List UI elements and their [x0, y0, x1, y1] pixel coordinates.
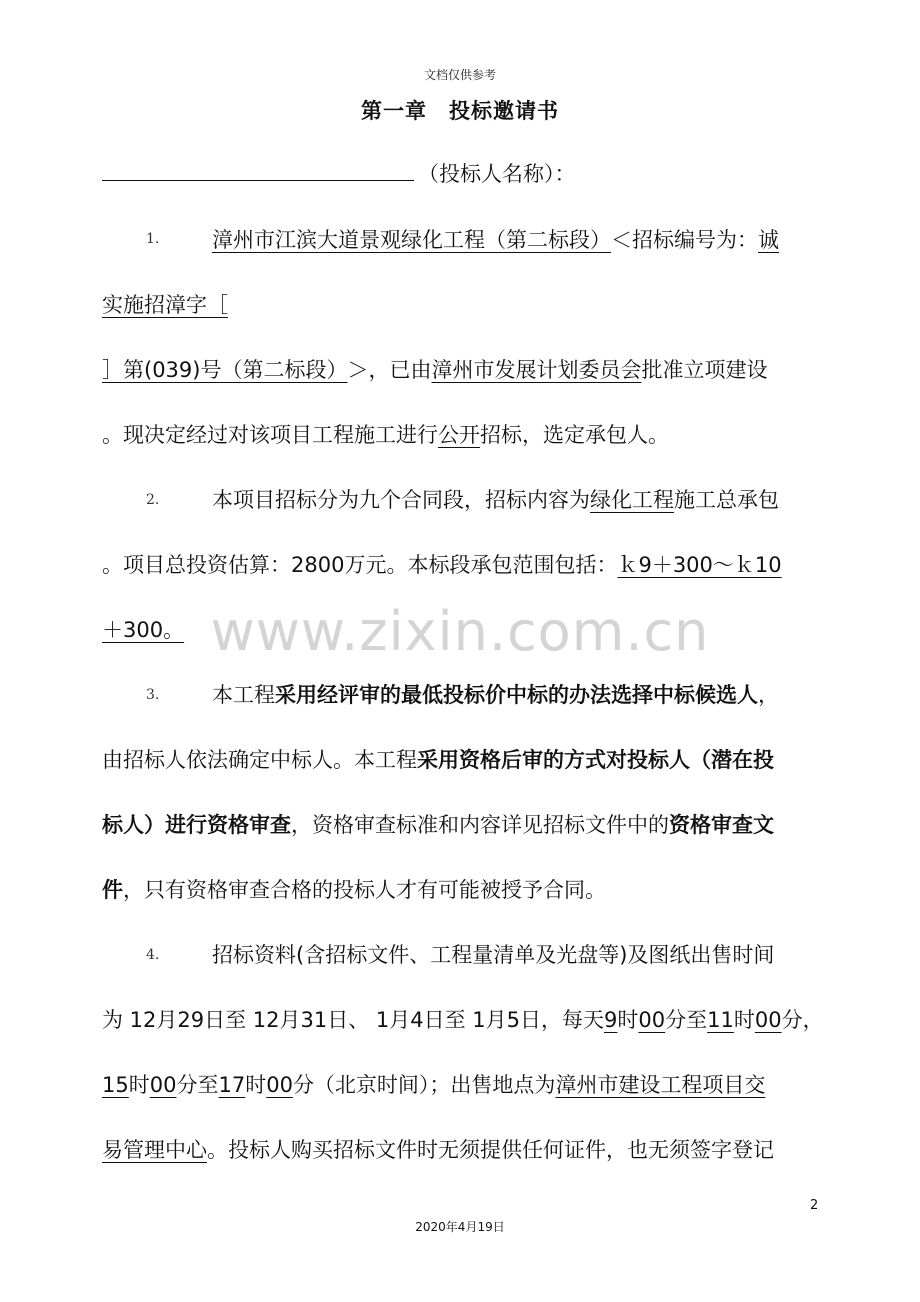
page-number: 2 — [810, 1198, 819, 1213]
p4-line-4 — [0, 1130, 920, 1170]
tender-method: 公开 — [438, 423, 480, 447]
p1-line-3 — [0, 350, 920, 390]
p2-text-1: 本项目招标分为九个合同段，招标内容为 — [212, 488, 590, 512]
p1-text-1: ＞，已由 — [347, 358, 432, 382]
sale-place-a: 漳州市建设工程项目交 — [555, 1073, 766, 1097]
addressee-line — [0, 154, 920, 194]
item-number-2: 2. — [146, 492, 160, 508]
document-header: 文档仅供参考 — [423, 68, 496, 82]
bidder-name-blank — [102, 156, 414, 181]
hour-1: 9 — [604, 1008, 618, 1032]
range-b: ＋300。 — [102, 618, 185, 642]
p3-bold-4: 资格审查文 — [669, 813, 774, 837]
p3-bold-1: 采用经评审的最低投标价中标的办法选择中标候选人 — [275, 683, 758, 707]
p3-bold-2: 采用资格后审的方式对投标人（潜在投 — [417, 748, 774, 772]
p4-sep-2: 分至 — [665, 1008, 708, 1032]
p4-sep-8: 分（北京时间）；出售地点为 — [292, 1073, 556, 1097]
chapter-title: 第一章 投标邀请书 — [361, 99, 559, 123]
p4-sep-1: 时 — [617, 1008, 639, 1032]
p2-text-2: 施工总承包 — [674, 488, 779, 512]
p4-text-1: 招标资料(含招标文件、工程量清单及光盘等)及图纸出售时间 — [212, 943, 775, 967]
p4-sep-4: 分， — [781, 1008, 824, 1032]
p3-line-4 — [0, 870, 920, 910]
hour-3: 15 — [102, 1073, 129, 1097]
minute-3: 00 — [149, 1073, 177, 1097]
addressee-suffix: （投标人名称）： — [418, 162, 576, 186]
p4-sep-3: 时 — [733, 1008, 755, 1032]
p1-code-b: 实施招漳字［ — [102, 293, 228, 317]
p3-line-1 — [0, 675, 920, 715]
watermark: www.zixin.com.cn — [210, 600, 710, 663]
p1-text-2: 批准立项建设 — [641, 358, 768, 382]
p2-text-3: 。项目总投资估算：2800万元。本标段承包范围包括： — [102, 553, 618, 577]
p3-text-5: ，只有资格审查合格的投标人才有可能被授予合同。 — [123, 878, 606, 902]
p1-text-4: 招标，选定承包人。 — [480, 423, 669, 447]
p1-line-2 — [0, 285, 920, 325]
project-name: 漳州市江滨大道景观绿化工程（第二标段） — [212, 228, 611, 252]
item-number-3: 3. — [146, 687, 160, 703]
p4-sep-7: 时 — [245, 1073, 267, 1097]
p4-line-3 — [0, 1065, 920, 1105]
item-number-1: 1. — [146, 231, 160, 247]
minute-4: 00 — [266, 1073, 293, 1097]
minute-1: 00 — [638, 1008, 666, 1032]
p1-code-a: 诚 — [758, 228, 779, 252]
p1-line-1 — [0, 220, 920, 260]
p3-bold-5: 件 — [102, 878, 123, 902]
p1-line-4 — [0, 415, 920, 455]
range-a: ｋ9＋300～ｋ10 — [617, 553, 782, 577]
approver: 漳州市发展计划委员会 — [431, 358, 642, 382]
hour-4: 17 — [218, 1073, 246, 1097]
p3-text-4: ，资格审查标准和内容详见招标文件中的 — [291, 813, 669, 837]
hour-2: 11 — [707, 1008, 734, 1032]
minute-2: 00 — [754, 1008, 782, 1032]
p4-sep-6: 分至 — [176, 1073, 219, 1097]
p4-sep-5: 时 — [128, 1073, 150, 1097]
p4-line-2 — [0, 1000, 920, 1040]
p2-line-2 — [0, 545, 920, 585]
p3-text-2: ， — [758, 683, 779, 707]
p4-text-3: 。投标人购买招标文件时无须提供任何证件，也无须签字登记 — [207, 1138, 774, 1162]
item-number-4: 4. — [146, 947, 160, 963]
p4-text-2: 为 12月29日至 12月31日、 1月4日至 1月5日，每天 — [102, 1008, 605, 1032]
p3-text-3: 由招标人依法确定中标人。本工程 — [102, 748, 417, 772]
p3-bold-3: 标人）进行资格审查 — [102, 813, 291, 837]
footer-date: 2020年4月19日 — [415, 1220, 505, 1234]
sale-place-b: 易管理中心 — [102, 1138, 207, 1162]
p3-line-2 — [0, 740, 920, 780]
p4-line-1 — [0, 935, 920, 975]
p2-line-1 — [0, 480, 920, 520]
p1-text-3: 。现决定经过对该项目工程施工进行 — [102, 423, 438, 447]
p1-code-c: ］第(039)号（第二标段） — [102, 358, 348, 382]
p3-line-3 — [0, 805, 920, 845]
tender-scope: 绿化工程 — [590, 488, 674, 512]
p1-code-label: ＜招标编号为： — [611, 228, 758, 252]
p3-text-1: 本工程 — [212, 683, 275, 707]
